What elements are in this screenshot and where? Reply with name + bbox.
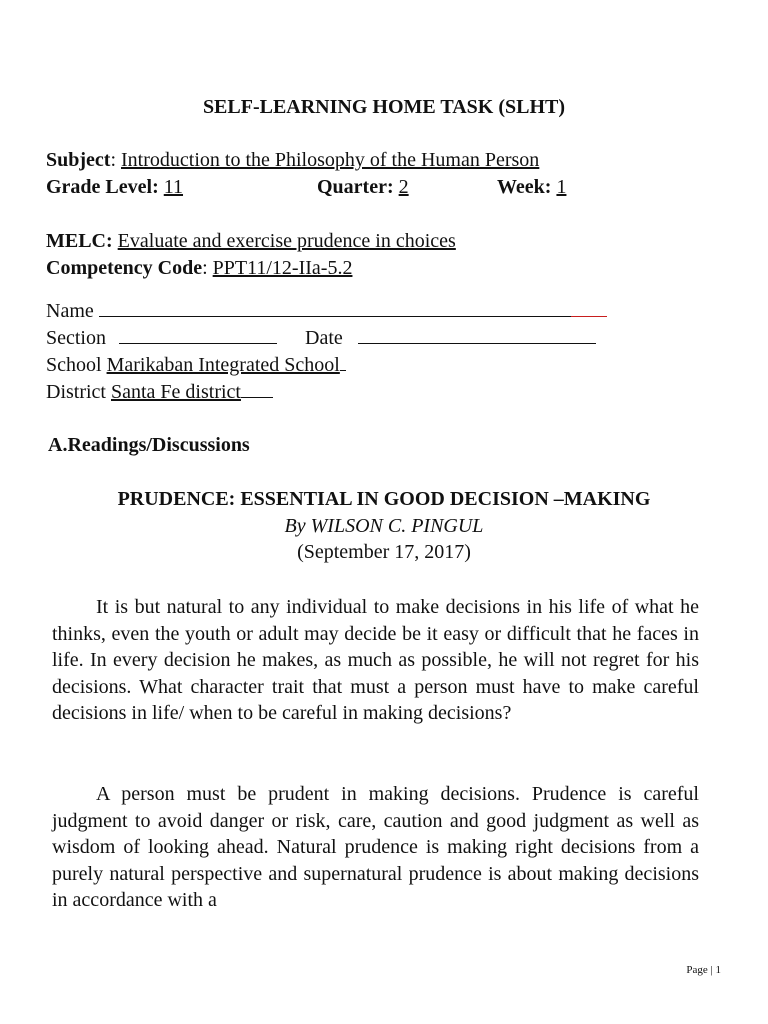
date-blank[interactable] [358, 327, 596, 344]
district-blank-tail [241, 381, 273, 398]
week-line [497, 176, 566, 199]
grade-label: Grade Level: [46, 176, 159, 198]
grade-value: 11 [163, 176, 184, 198]
school-label: School [46, 354, 102, 376]
article-paragraph-2: A person must be prudent in making decisions. Prudence is careful judgment to avoid danger or risk, care, caution and good judgment as well as wisdom of looking ahead. Natural prudence is making right decisions from a purely natural perspective and supernatural prudence is about making decisions in accordance with a [52, 783, 699, 912]
quarter-label: Quarter: [317, 176, 394, 198]
competency-code-value: PPT11/12-IIa-5.2 [212, 257, 353, 279]
article-title: PRUDENCE: ESSENTIAL IN GOOD DECISION –MAKING [117, 488, 651, 510]
date-label: Date [305, 327, 343, 349]
date-line [305, 327, 596, 350]
subject-label: Subject [46, 149, 111, 171]
school-blank-tail [340, 354, 346, 371]
school-value: Marikaban Integrated School [106, 354, 340, 376]
quarter-line [317, 176, 409, 199]
article-paragraph-1: It is but natural to any individual to make decisions in his life of what he thinks, even the youth or adult may decide be it easy or difficult that he faces in life. In every decision he makes, as much as possible, he will not regret for his decisions. What character trait that must a person must have to make careful decisions in life/ when to be careful in making decisions? [52, 596, 699, 725]
name-blank-tail [571, 300, 607, 317]
name-line [46, 300, 607, 323]
name-label: Name [46, 300, 94, 322]
week-value: 1 [556, 176, 567, 198]
article-date: (September 17, 2017) [297, 541, 471, 563]
section-label: Section [46, 327, 106, 349]
melc-line [46, 230, 456, 253]
subject-line: Subject: Introduction to the Philosophy of the Human Person [46, 149, 540, 171]
melc-value: Evaluate and exercise prudence in choices [117, 230, 456, 252]
competency-code-label: Competency Code [46, 257, 203, 279]
grade-level-line [46, 176, 183, 199]
subject-value: Introduction to the Philosophy of the Human Person [121, 149, 540, 171]
section-heading: A.Readings/Discussions [48, 434, 250, 456]
district-label: District [46, 381, 106, 403]
week-label: Week: [497, 176, 552, 198]
section-blank[interactable] [119, 327, 277, 344]
section-line [46, 327, 277, 350]
page-number: Page | 1 [686, 964, 721, 976]
school-line [46, 354, 346, 377]
district-value: Santa Fe district [111, 381, 241, 403]
quarter-value: 2 [398, 176, 409, 198]
melc-label: MELC: [46, 230, 113, 252]
article-author: By WILSON C. PINGUL [284, 515, 484, 537]
district-line [46, 381, 273, 404]
competency-code-line: Competency Code: PPT11/12-IIa-5.2 [46, 257, 353, 279]
document-title: SELF-LEARNING HOME TASK (SLHT) [202, 96, 566, 118]
name-blank[interactable] [99, 300, 571, 317]
